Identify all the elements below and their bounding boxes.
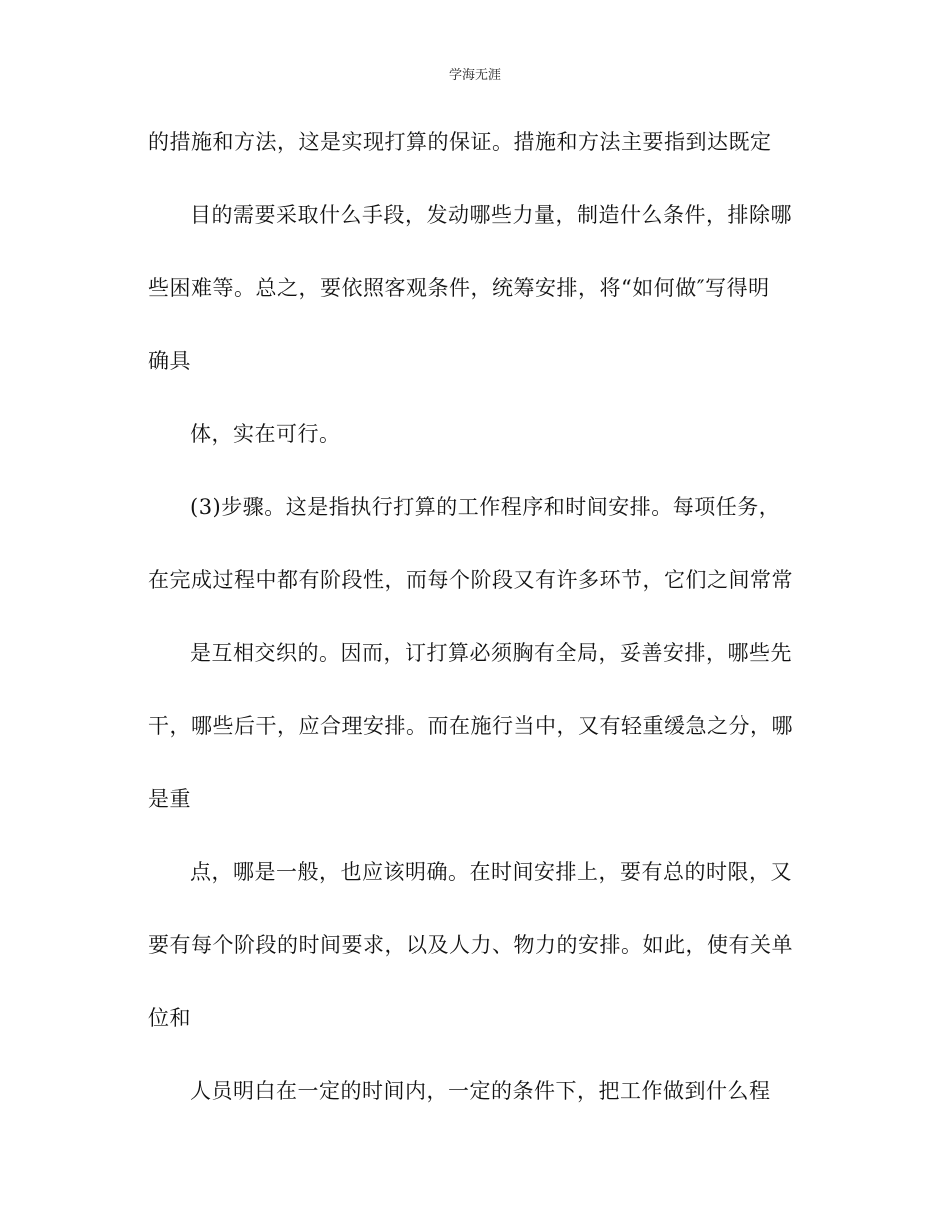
text-line: 目的需要采取什么手段，发动哪些力量，制造什么条件，排除哪 [190,203,792,227]
text-line: 的措施和方法，这是实现打算的保证。措施和方法主要指到达既定 [148,130,772,154]
text-line: 是互相交织的。因而，订打算必须胸有全局，妥善安排，哪些先 [190,641,792,665]
text-line: 确具 [148,349,191,373]
text-line: 点，哪是一般，也应该明确。在时间安排上，要有总的时限，又 [190,860,792,884]
text-line: 人员明白在一定的时间内，一定的条件下，把工作做到什么程 [190,1079,771,1103]
text-line: 要有每个阶段的时间要求，以及人力、物力的安排。如此，使有关单 [148,933,793,957]
text-line: 体，实在可行。 [190,422,341,446]
text-line: 些困难等。总之，要依照客观条件，统筹安排，将“如何做″写得明 [148,276,770,300]
running-header: 学海无涯 [448,68,501,83]
text-line: 干，哪些后干，应合理安排。而在施行当中，又有轻重缓急之分，哪 [148,714,793,738]
text-line: 是重 [148,787,191,811]
text-line: 位和 [148,1006,191,1030]
text-line: (3)步骤。这是指执行打算的工作程序和时间安排。每项任务， [190,495,781,519]
text-line: 在完成过程中都有阶段性，而每个阶段又有许多环节，它们之间常常 [148,568,793,592]
